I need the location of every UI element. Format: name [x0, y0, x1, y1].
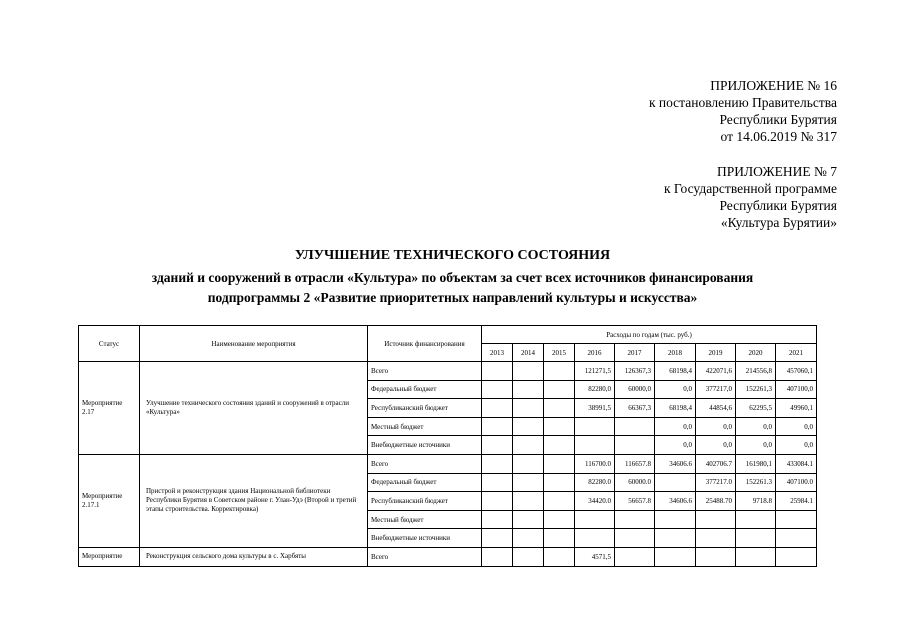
amount-cell: 38991,5 — [575, 399, 615, 418]
amount-cell — [544, 362, 575, 381]
amount-cell — [513, 436, 544, 455]
amount-cell: 0,0 — [696, 436, 736, 455]
appendix-16-line: ПРИЛОЖЕНИЕ № 16 — [710, 78, 837, 93]
amount-cell: 60000,0 — [615, 380, 655, 399]
funding-source: Федеральный бюджет — [368, 473, 482, 492]
amount-cell — [544, 454, 575, 473]
header-expenses: Расходы по годам (тыс. руб.) — [482, 326, 817, 344]
activity-status: Мероприятие 2.17.1 — [79, 454, 140, 547]
amount-cell — [655, 529, 696, 548]
table-body — [79, 362, 817, 567]
amount-cell — [482, 417, 513, 436]
header-year: 2018 — [655, 344, 696, 362]
amount-cell — [575, 436, 615, 455]
amount-cell — [776, 547, 817, 566]
amount-cell — [482, 436, 513, 455]
amount-cell: 0,0 — [655, 380, 696, 399]
amount-cell — [615, 510, 655, 529]
amount-cell: 82280.0 — [575, 473, 615, 492]
activity-status: Мероприятие 2.17 — [79, 362, 140, 455]
funding-source: Всего — [368, 547, 482, 566]
amount-cell — [655, 473, 696, 492]
amount-cell — [544, 380, 575, 399]
amount-cell — [615, 547, 655, 566]
amount-cell: 214556,8 — [736, 362, 776, 381]
header-year: 2015 — [544, 344, 575, 362]
amount-cell: 82280,0 — [575, 380, 615, 399]
amount-cell: 44854,6 — [696, 399, 736, 418]
funding-source: Местный бюджет — [368, 510, 482, 529]
amount-cell: 457060,1 — [776, 362, 817, 381]
amount-cell: 68198,4 — [655, 399, 696, 418]
amount-cell: 152261,3 — [736, 380, 776, 399]
amount-cell — [696, 529, 736, 548]
amount-cell — [513, 510, 544, 529]
appendix-7-line: «Культура Бурятии» — [720, 215, 837, 230]
amount-cell: 407100,0 — [776, 380, 817, 399]
amount-cell: 68198,4 — [655, 362, 696, 381]
document-title: УЛУЧШЕНИЕ ТЕХНИЧЕСКОГО СОСТОЯНИЯ — [294, 248, 611, 263]
header-source: Источник финансирования — [368, 326, 482, 362]
activity-name: Пристрой и реконструкция здания Национальной библиотеки Республики Бурятия в Советском районе г. Улан-Удэ (Второй и третий этапы строительства. Корректировка) — [140, 454, 368, 547]
amount-cell: 0,0 — [776, 436, 817, 455]
amount-cell: 0,0 — [696, 417, 736, 436]
appendix-16-block — [649, 77, 837, 145]
amount-cell — [513, 492, 544, 511]
header-year: 2019 — [696, 344, 736, 362]
amount-cell — [544, 399, 575, 418]
amount-cell — [655, 547, 696, 566]
funding-source: Республиканский бюджет — [368, 399, 482, 418]
document-subtitle: подпрограммы 2 «Развитие приоритетных направлений культуры и искусства» — [207, 290, 698, 305]
document-subtitle: зданий и сооружений в отрасли «Культура» по объектам за счет всех источников финансирования — [151, 270, 754, 285]
amount-cell: 161980,1 — [736, 454, 776, 473]
amount-cell: 25984.1 — [776, 492, 817, 511]
amount-cell — [544, 473, 575, 492]
amount-cell — [736, 510, 776, 529]
appendix-16-line: от 14.06.2019 № 317 — [720, 129, 837, 144]
amount-cell: 49960,1 — [776, 399, 817, 418]
header-status: Статус — [79, 326, 140, 362]
amount-cell — [482, 399, 513, 418]
amount-cell — [482, 510, 513, 529]
appendix-16-line: Республики Бурятия — [719, 112, 837, 127]
amount-cell: 0,0 — [736, 436, 776, 455]
header-year: 2013 — [482, 344, 513, 362]
amount-cell — [513, 417, 544, 436]
amount-cell: 66367,3 — [615, 399, 655, 418]
amount-cell: 402706.7 — [696, 454, 736, 473]
amount-cell: 121271,5 — [575, 362, 615, 381]
amount-cell: 62295,5 — [736, 399, 776, 418]
amount-cell — [575, 417, 615, 436]
table-row — [79, 547, 817, 566]
amount-cell — [482, 473, 513, 492]
header-year: 2014 — [513, 344, 544, 362]
amount-cell — [544, 510, 575, 529]
funding-source: Всего — [368, 362, 482, 381]
amount-cell — [513, 380, 544, 399]
amount-cell — [736, 547, 776, 566]
header-year: 2016 — [575, 344, 615, 362]
amount-cell — [482, 547, 513, 566]
amount-cell: 34606.6 — [655, 492, 696, 511]
amount-cell — [655, 510, 696, 529]
amount-cell: 0,0 — [776, 417, 817, 436]
amount-cell — [482, 380, 513, 399]
appendix-7-line: Республики Бурятия — [719, 198, 837, 213]
funding-source: Местный бюджет — [368, 417, 482, 436]
appendix-16-line: к постановлению Правительства — [648, 95, 837, 110]
table-row — [79, 454, 817, 473]
amount-cell: 152261.3 — [736, 473, 776, 492]
amount-cell: 9718.8 — [736, 492, 776, 511]
amount-cell — [544, 492, 575, 511]
funding-source: Всего — [368, 454, 482, 473]
amount-cell — [482, 492, 513, 511]
funding-source: Внебюджетные источники — [368, 436, 482, 455]
amount-cell — [482, 362, 513, 381]
amount-cell — [615, 417, 655, 436]
amount-cell: 116700.0 — [575, 454, 615, 473]
header-name: Наименование мероприятия — [140, 326, 368, 362]
amount-cell — [513, 362, 544, 381]
header-year: 2020 — [736, 344, 776, 362]
appendix-7-line: ПРИЛОЖЕНИЕ № 7 — [716, 164, 837, 179]
appendix-7-block — [664, 163, 837, 231]
funding-source: Внебюджетные источники — [368, 529, 482, 548]
header-year: 2021 — [776, 344, 817, 362]
amount-cell: 60000.0 — [615, 473, 655, 492]
amount-cell: 377217.0 — [696, 473, 736, 492]
amount-cell: 25488.70 — [696, 492, 736, 511]
activity-name: Реконструкция сельского дома культуры в с. Харбяты — [140, 547, 368, 566]
amount-cell — [696, 547, 736, 566]
funding-source: Республиканский бюджет — [368, 492, 482, 511]
activity-name: Улучшение технического состояния зданий и сооружений в отрасли «Культура» — [140, 362, 368, 455]
amount-cell — [736, 529, 776, 548]
amount-cell — [575, 529, 615, 548]
amount-cell: 34606.6 — [655, 454, 696, 473]
amount-cell — [513, 399, 544, 418]
amount-cell — [513, 529, 544, 548]
amount-cell: 0,0 — [655, 417, 696, 436]
header-year: 2017 — [615, 344, 655, 362]
amount-cell: 377217,0 — [696, 380, 736, 399]
amount-cell: 34420.0 — [575, 492, 615, 511]
amount-cell: 4571,5 — [575, 547, 615, 566]
table-row — [79, 362, 817, 381]
amount-cell — [544, 529, 575, 548]
amount-cell — [513, 473, 544, 492]
funding-source: Федеральный бюджет — [368, 380, 482, 399]
amount-cell — [482, 529, 513, 548]
amount-cell — [776, 510, 817, 529]
amount-cell: 116657.8 — [615, 454, 655, 473]
activity-status: Мероприятие — [79, 547, 140, 566]
amount-cell — [482, 454, 513, 473]
amount-cell — [544, 436, 575, 455]
amount-cell: 0,0 — [736, 417, 776, 436]
amount-cell — [513, 454, 544, 473]
amount-cell: 422071,6 — [696, 362, 736, 381]
amount-cell — [615, 529, 655, 548]
appendix-7-line: к Государственной программе — [663, 181, 837, 196]
amount-cell — [513, 547, 544, 566]
amount-cell: 0,0 — [655, 436, 696, 455]
amount-cell: 407100.0 — [776, 473, 817, 492]
amount-cell — [776, 529, 817, 548]
amount-cell — [615, 436, 655, 455]
amount-cell: 433084.1 — [776, 454, 817, 473]
amount-cell — [544, 417, 575, 436]
amount-cell — [544, 547, 575, 566]
amount-cell — [696, 510, 736, 529]
amount-cell: 56657.8 — [615, 492, 655, 511]
funding-table — [78, 325, 817, 567]
amount-cell — [575, 510, 615, 529]
amount-cell: 126367,3 — [615, 362, 655, 381]
